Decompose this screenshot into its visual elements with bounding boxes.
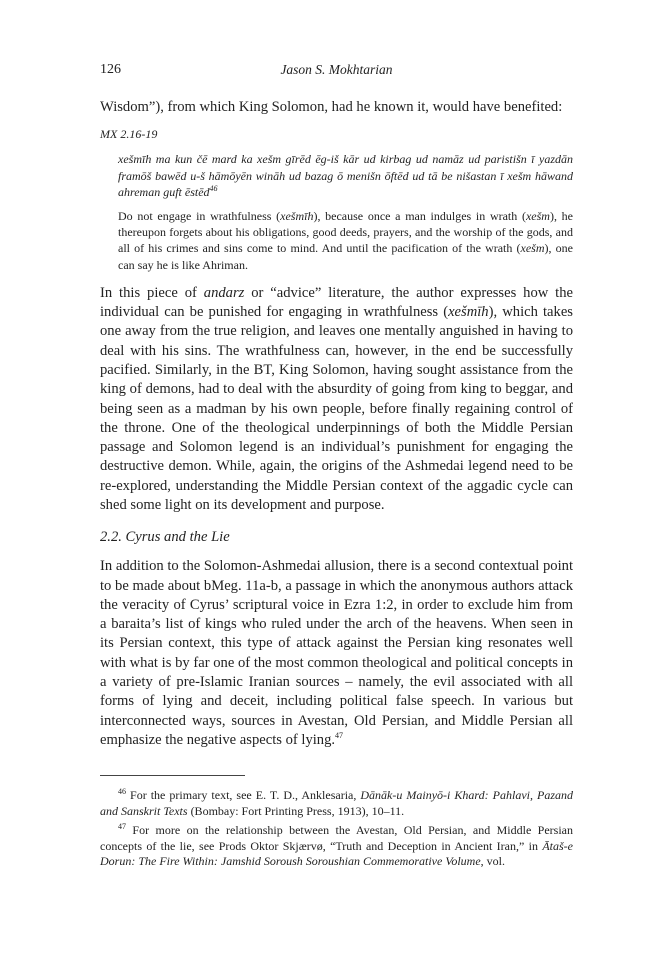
footnote-text: For the primary text, see E. T. D., Anklesaria,	[130, 788, 361, 803]
commentary-paragraph	[100, 284, 573, 516]
running-head-author: Jason S. Mokhtarian	[280, 62, 393, 77]
translation-term: xešm	[520, 241, 545, 256]
translation-text: ), because once a man indulges in wrath (	[313, 208, 526, 223]
footnote-text: For more on the relationship between the Avestan, Old Persian, and Middle Persian concepts of the lie, see Prods Oktor Skjærvø, “Truth and Deception in Ancient Iran,” in	[100, 822, 574, 853]
transliteration-block	[118, 151, 573, 200]
translation-text: Do not engage in wrathfulness (	[118, 208, 281, 223]
footnote-ref-46[interactable]: 46	[209, 183, 218, 193]
book-page	[100, 62, 573, 870]
translation-term: xešm	[525, 208, 550, 223]
translation-text: ), he thereupon forgets about his obligations, good deeds, prayers, and the worship of the gods, and all of his crimes and sins come to mind. And until the pacification of the wrath (	[118, 208, 573, 256]
footnote-text: , vol.	[480, 854, 505, 869]
transliteration-text: xešmīh ma kun čē mard ka xešm gīrēd ēg-iš kār ud kirbag ud namāz ud paristišn ī yazdān framōš bawēd u-š hāmōyēn wināh ud bazag ō menišn ōftēd ud tā be nišastan ī xešm hāwand ahreman guft ēstēd	[118, 152, 573, 199]
section-heading: 2.2. Cyrus and the Lie	[100, 529, 230, 546]
page-number: 126	[100, 62, 121, 77]
commentary-term: andarz	[203, 284, 245, 301]
footnote-46	[100, 788, 573, 820]
footnote-47	[100, 823, 573, 870]
section-paragraph	[100, 557, 573, 750]
footnote-title: Ātaš-e Dorun: The Fire Within: Jamshid Soroush Soroushian Commemorative Volume	[100, 838, 573, 869]
translation-text: ), one can say he is like Ahriman.	[118, 241, 573, 272]
footnotes	[100, 788, 573, 870]
footnote-number: 47	[118, 821, 126, 831]
footnote-number: 46	[118, 787, 126, 797]
section-paragraph-text: In addition to the Solomon-Ashmedai allusion, there is a second contextual point to be made about bMeg. 11a-b, a passage in which the anonymous authors attack the veracity of Cyrus’ scriptural voice in Ezra 1:2, in order to exclude him from a baraita’s list of kings who ruled under the arch of the heavens. When seen in its Persian context, this type of attack against the Persian king resonates well with what is by far one of the most common theological and political concepts in a variety of pre-Islamic Iranian sources – namely, the evil associated with all forms of lying and deceit, including political false speech. In various but interconnected ways, sources in Avestan, Old Persian, and Middle Persian all emphasize the negative aspects of lying.	[100, 558, 573, 748]
footnote-title: Dānāk-u Mainyō-i Khard: Pahlavi, Pazand and Sanskrit Texts	[100, 788, 573, 819]
translation-term: xešmīh	[280, 208, 314, 223]
commentary-text: or “advice” literature, the author expresses how the individual can be punished for engaging in wrathfulness (	[100, 284, 573, 321]
source-reference: MX 2.16-19	[100, 127, 158, 142]
footnote-text: (Bombay: Fort Printing Press, 1913), 10–11.	[187, 804, 405, 819]
footnote-ref-47[interactable]: 47	[335, 731, 344, 741]
commentary-text: ), which takes one away from the true religion, and leaves one mentally anguished in having to deal with his sins. The wrathfulness can, however, in the end be successfully pacified. Similarly, in the BT, King Solomon, having sought assistance from the king of demons, had to deal with the absurdity of going from king to beggar, and being seen as a madman by his own people, before finally regaining control of the throne. One of the theological underpinnings of both the Middle Persian passage and Solomon legend is an individual’s punishment for engaging the destructive demon. While, again, the origins of the Ashmedai legend need to be re-explored, understanding the Middle Persian context of the aggadic cycle can shed some light on its development and purpose.	[100, 304, 573, 513]
footnote-divider	[100, 775, 245, 776]
commentary-term: xešmīh	[448, 304, 489, 321]
translation-block	[118, 208, 573, 273]
commentary-text: In this piece of	[100, 284, 204, 301]
running-head	[100, 62, 573, 82]
lead-paragraph: Wisdom”), from which King Solomon, had he known it, would have benefited:	[100, 99, 563, 115]
